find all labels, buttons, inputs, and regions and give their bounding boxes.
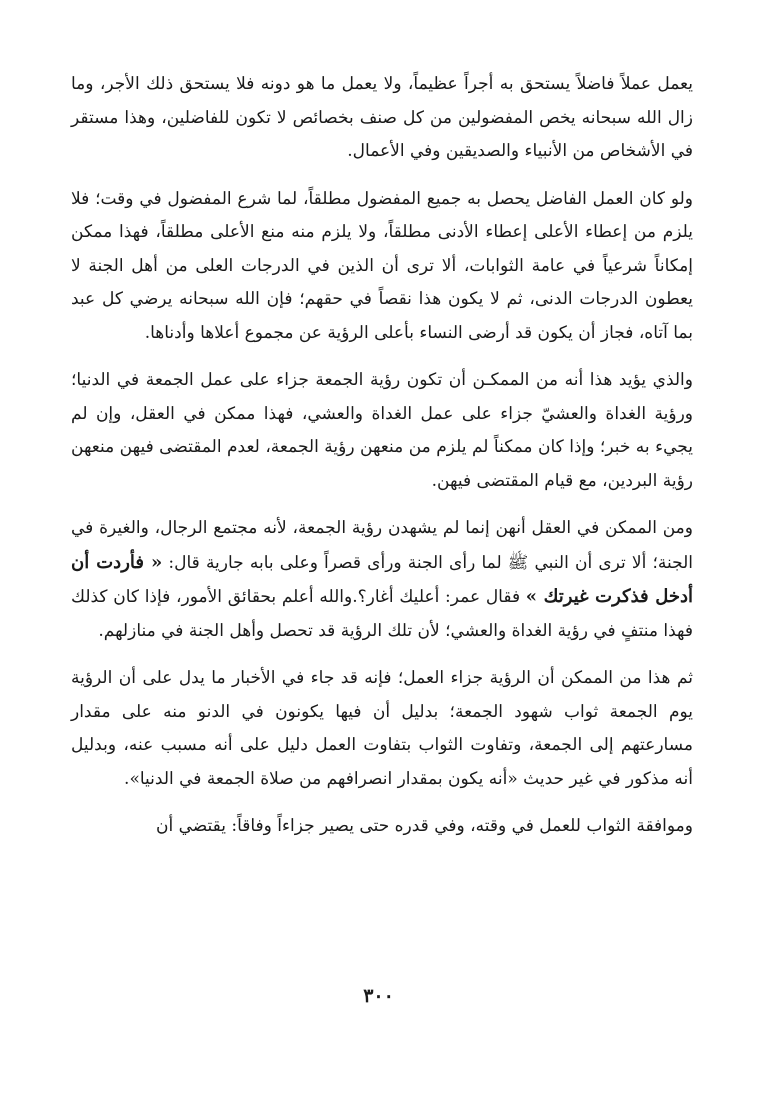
paragraph-2: ولو كان العمل الفاضل يحصل به جميع المفضول مطلقاً، لما شرع المفضول في وقت؛ فلا يلزم من إعطاء الأعلى إعطاء الأدنى مطلقاً، ولا يلزم منه منع الأعلى مطلقاً، فهذا ممكن إمكاناً شرعياً في عامة الثوابات، ألا ترى أن الذين في الدرجات العلى من أهل الجنة لا يعطون الدرجات الدنى، ثم لا يكون هذا نقصاً في حقهم؛ فإن الله سبحانه يرضي كل عبد بما آتاه، فجاز أن يكون قد أرضى النساء بأعلى الرؤية عن مجموع أعلاها وأدناها. (71, 188, 693, 343)
paragraph-5: ثم هذا من الممكن أن الرؤية جزاء العمل؛ فإنه قد جاء في الأخبار ما يدل على أن الرؤية يوم الجمعة ثواب شهود الجمعة؛ بدليل أن فيها يكونون في الدنو منه على مقدار مسارعتهم إلى الجمعة، وتفاوت الثواب بتفاوت العمل دليل على أنه مسبب عنه، وبدليل أنه مذكور في غير حديث «أنه يكون بمقدار انصرافهم من صلاة الجمعة في الدنيا». (71, 668, 693, 789)
hadith-quote: « فأردت أن أدخل فذكرت غيرتك » (71, 551, 694, 607)
paragraph-gap (71, 648, 693, 662)
paragraph-3: والذي يؤيد هذا أنه من الممكـن أن تكون رؤية الجمعة جزاء على عمل الجمعة في الدنيا؛ ورؤية الغداة والعشيّ جزاء على عمل الغداة والعشي، فهذا ممكن في العقل، وإن لم يجيء به خبر؛ وإذا كان ممكناً لم يلزم من منعهن رؤية الجمعة، لعدم المقتضى فيهن منعهن رؤية البردين، مع قيام المقتضى فيهن. (71, 370, 693, 491)
paragraph-gap (71, 796, 693, 810)
paragraph-4-part-a: ومن الممكن في العقل أنهن إنما لم يشهدن رؤية الجمعة، لأنه مجتمع الرجال، والغيرة في الجنة؛ ألا ترى أن النبي ﷺ لما رأى الجنة ورأى قصراً وعلى بابه جارية قال: (71, 518, 693, 573)
paragraph-6: وموافقة الثواب للعمل في وقته، وفي قدره حتى يصير جزاءاً وفاقاً: يقتضي أن (155, 816, 693, 836)
paragraph-gap (71, 169, 693, 183)
paragraph-4 (71, 512, 693, 648)
document-body (71, 68, 693, 844)
paragraph-gap (71, 350, 693, 364)
paragraph-4-part-b: فقال عمر: أعليك أغار؟.والله أعلم بحقائق الأمور، فإذا كان كذلك فهذا منتفٍ في رؤية الغداة والعشي؛ لأن تلك الرؤية قد تحصل وأهل الجنة في منازلهم. (71, 587, 693, 641)
paragraph-1: يعمل عملاً فاضلاً يستحق به أجراً عظيماً، ولا يعمل ما هو دونه فلا يستحق ذلك الأجر، وما زال الله سبحانه يخص المفضولين من كل صنف بخصائص لا تكون للفاضلين، وهذا مستقر في الأشخاص من الأنبياء والصديقين وفي الأعمال. (71, 74, 693, 161)
paragraph-gap (71, 498, 693, 512)
page-number: ٣٠٠ (363, 985, 394, 1007)
